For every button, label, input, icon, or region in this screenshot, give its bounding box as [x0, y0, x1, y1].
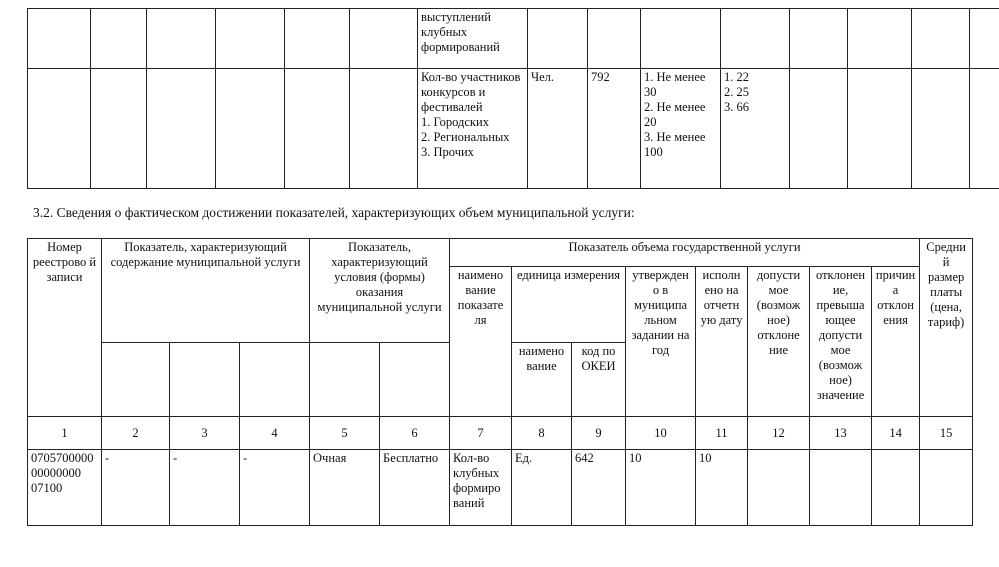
column-number: 2 — [102, 417, 170, 450]
indicator-name-cell: Кол-во клубных формиро ваний — [450, 450, 512, 526]
header-average-fee: Средни й размер платы (цена, тариф) — [920, 239, 973, 417]
header-volume-indicator: Показатель объема государственной услуги — [450, 239, 920, 267]
header-okei-code: код по ОКЕИ — [572, 343, 626, 417]
top-table-fragment — [27, 8, 999, 189]
form-cell: Очная — [310, 450, 380, 526]
data-cell — [920, 450, 973, 526]
data-cell: - — [102, 450, 170, 526]
table-row — [28, 69, 999, 189]
unit-cell: Ед. — [512, 450, 572, 526]
header-approved: утвержден о в муниципа льном задании на год — [626, 267, 696, 417]
executed-cell: 10 — [696, 450, 748, 526]
header-row — [28, 239, 973, 267]
approved-cell: 1. Не менее 30 2. Не менее 20 3. Не менее 100 — [641, 69, 721, 189]
section-title: 3.2. Сведения о фактическом достижении показателей, характеризующих объем муниципальной услуги: — [33, 205, 635, 220]
okei-code-cell: 792 — [588, 69, 641, 189]
header-exceeding-deviation: отклонен ие, превыша ющее допусти мое (возмож ное) значение — [810, 267, 872, 417]
column-number: 10 — [626, 417, 696, 450]
header-registry-number: Номер реестрово й записи — [28, 239, 102, 417]
header-content-indicator: Показатель, характеризующий содержание муниципальной услуги — [102, 239, 310, 343]
table-row — [28, 450, 973, 526]
indicator-name-cell: выступлений клубных формирований — [418, 9, 528, 69]
registry-number-cell: 070570000000000000 07100 — [28, 450, 102, 526]
executed-cell: 1. 22 2. 25 3. 66 — [721, 69, 790, 189]
data-cell — [872, 450, 920, 526]
volume-indicators-table — [27, 238, 973, 526]
column-number: 9 — [572, 417, 626, 450]
column-number: 8 — [512, 417, 572, 450]
column-number: 12 — [748, 417, 810, 450]
approved-cell: 10 — [626, 450, 696, 526]
payment-cell: Бесплатно — [380, 450, 450, 526]
column-number: 11 — [696, 417, 748, 450]
indicator-name-cell: Кол-во участников конкурсов и фестивалей 1. Городских 2. Региональных 3. Прочих — [418, 69, 528, 189]
header-unit-name: наимено вание — [512, 343, 572, 417]
header-conditions-indicator: Показатель, характеризующий условия (формы) оказания муниципальной услуги — [310, 239, 450, 343]
column-number: 4 — [240, 417, 310, 450]
header-executed: исполн ено на отчетн ую дату — [696, 267, 748, 417]
column-numbers-row — [28, 417, 973, 450]
data-cell: - — [240, 450, 310, 526]
column-number: 1 — [28, 417, 102, 450]
column-number: 14 — [872, 417, 920, 450]
column-number: 7 — [450, 417, 512, 450]
column-number: 6 — [380, 417, 450, 450]
unit-cell: Чел. — [528, 69, 588, 189]
table-row — [28, 9, 999, 69]
data-cell — [748, 450, 810, 526]
header-unit: единица измерения — [512, 267, 626, 343]
data-cell: - — [170, 450, 240, 526]
header-indicator-name: наимено вание показате ля — [450, 267, 512, 417]
column-number: 3 — [170, 417, 240, 450]
header-allowed-deviation: допусти мое (возмож ное) отклоне ние — [748, 267, 810, 417]
okei-code-cell: 642 — [572, 450, 626, 526]
data-cell — [810, 450, 872, 526]
column-number: 13 — [810, 417, 872, 450]
column-number: 15 — [920, 417, 973, 450]
column-number: 5 — [310, 417, 380, 450]
header-deviation-reason: причин а отклон ения — [872, 267, 920, 417]
